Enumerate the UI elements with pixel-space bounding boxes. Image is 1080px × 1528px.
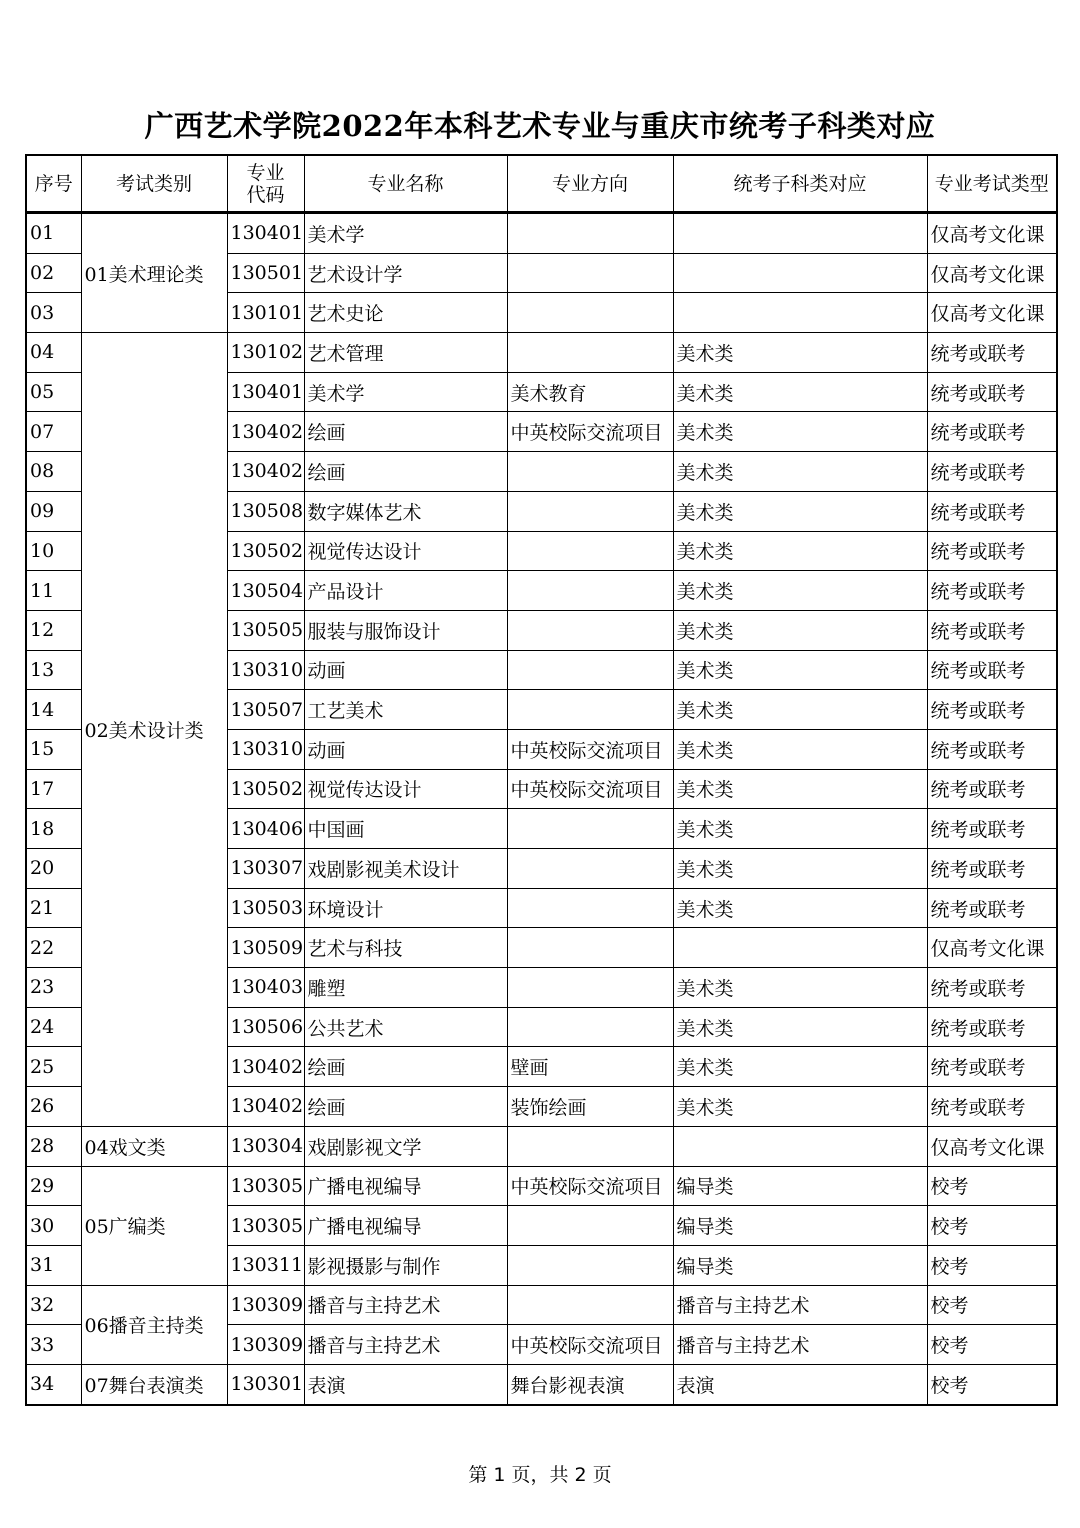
- cell-type: 校考: [927, 1166, 1057, 1206]
- cell-category: 06播音主持类: [81, 1285, 227, 1364]
- cell-subject: 美术类: [673, 1047, 927, 1087]
- cell-seq: 20: [26, 849, 81, 889]
- cell-type: 统考或联考: [927, 729, 1057, 769]
- cell-type: 仅高考文化课: [927, 1126, 1057, 1166]
- cell-name: 动画: [304, 650, 507, 690]
- cell-direction: [507, 928, 673, 968]
- cell-seq: 31: [26, 1245, 81, 1285]
- cell-name: 广播电视编导: [304, 1206, 507, 1246]
- cell-name: 美术学: [304, 213, 507, 254]
- cell-code: 130304: [227, 1126, 304, 1166]
- cell-code: 130307: [227, 849, 304, 889]
- cell-type: 校考: [927, 1364, 1057, 1404]
- cell-subject: [673, 253, 927, 293]
- cell-type: 校考: [927, 1206, 1057, 1246]
- cell-code: 130403: [227, 968, 304, 1008]
- cell-seq: 32: [26, 1285, 81, 1325]
- cell-direction: [507, 253, 673, 293]
- cell-code: 130509: [227, 928, 304, 968]
- cell-direction: [507, 1285, 673, 1325]
- cell-subject: 美术类: [673, 333, 927, 373]
- cell-direction: [507, 809, 673, 849]
- cell-code: 130501: [227, 253, 304, 293]
- cell-type: 校考: [927, 1245, 1057, 1285]
- cell-seq: 26: [26, 1087, 81, 1127]
- cell-type: 仅高考文化课: [927, 213, 1057, 254]
- cell-name: 动画: [304, 729, 507, 769]
- cell-code: 130310: [227, 650, 304, 690]
- cell-code: 130301: [227, 1364, 304, 1404]
- cell-type: 统考或联考: [927, 690, 1057, 730]
- cell-code: 130402: [227, 452, 304, 492]
- cell-subject: 美术类: [673, 650, 927, 690]
- cell-direction: 中英校际交流项目: [507, 1166, 673, 1206]
- cell-subject: 美术类: [673, 809, 927, 849]
- cell-code: 130311: [227, 1245, 304, 1285]
- cell-type: 统考或联考: [927, 333, 1057, 373]
- cell-type: 统考或联考: [927, 1007, 1057, 1047]
- cell-seq: 21: [26, 888, 81, 928]
- cell-seq: 33: [26, 1325, 81, 1365]
- cell-seq: 29: [26, 1166, 81, 1206]
- cell-subject: 美术类: [673, 571, 927, 611]
- cell-name: 艺术与科技: [304, 928, 507, 968]
- cell-type: 统考或联考: [927, 571, 1057, 611]
- major-table: [25, 154, 1058, 1406]
- header-subject: 统考子科类对应: [673, 155, 927, 213]
- cell-direction: [507, 690, 673, 730]
- cell-subject: 播音与主持艺术: [673, 1285, 927, 1325]
- cell-subject: 美术类: [673, 888, 927, 928]
- cell-seq: 11: [26, 571, 81, 611]
- header-direction: 专业方向: [507, 155, 673, 213]
- cell-subject: 美术类: [673, 610, 927, 650]
- cell-code: 130402: [227, 412, 304, 452]
- cell-subject: 播音与主持艺术: [673, 1325, 927, 1365]
- cell-code: 130508: [227, 491, 304, 531]
- cell-subject: 美术类: [673, 1007, 927, 1047]
- cell-direction: [507, 1245, 673, 1285]
- cell-code: 130305: [227, 1206, 304, 1246]
- cell-direction: [507, 650, 673, 690]
- cell-code: 130504: [227, 571, 304, 611]
- table-row: [26, 1364, 1057, 1404]
- cell-direction: [507, 968, 673, 1008]
- cell-seq: 30: [26, 1206, 81, 1246]
- cell-code: 130309: [227, 1285, 304, 1325]
- cell-name: 艺术设计学: [304, 253, 507, 293]
- page-footer: 第 1 页，共 2 页: [468, 1464, 612, 1486]
- cell-subject: 美术类: [673, 690, 927, 730]
- cell-name: 戏剧影视文学: [304, 1126, 507, 1166]
- cell-seq: 28: [26, 1126, 81, 1166]
- cell-name: 工艺美术: [304, 690, 507, 730]
- table-row: [26, 333, 1057, 373]
- cell-code: 130310: [227, 729, 304, 769]
- header-name: 专业名称: [304, 155, 507, 213]
- cell-code: 130305: [227, 1166, 304, 1206]
- cell-type: 统考或联考: [927, 452, 1057, 492]
- cell-direction: [507, 333, 673, 373]
- cell-name: 中国画: [304, 809, 507, 849]
- cell-direction: [507, 1206, 673, 1246]
- cell-seq: 18: [26, 809, 81, 849]
- cell-type: 统考或联考: [927, 849, 1057, 889]
- cell-direction: 装饰绘画: [507, 1087, 673, 1127]
- cell-direction: [507, 213, 673, 254]
- cell-name: 视觉传达设计: [304, 769, 507, 809]
- cell-name: 影视摄影与制作: [304, 1245, 507, 1285]
- cell-name: 戏剧影视美术设计: [304, 849, 507, 889]
- cell-code: 130402: [227, 1087, 304, 1127]
- table-row: [26, 1285, 1057, 1325]
- header-category: 考试类别: [81, 155, 227, 213]
- header-seq: 序号: [26, 155, 81, 213]
- cell-type: 统考或联考: [927, 372, 1057, 412]
- cell-subject: 编导类: [673, 1206, 927, 1246]
- cell-name: 雕塑: [304, 968, 507, 1008]
- cell-name: 广播电视编导: [304, 1166, 507, 1206]
- cell-type: 统考或联考: [927, 1087, 1057, 1127]
- cell-code: 130507: [227, 690, 304, 730]
- cell-name: 环境设计: [304, 888, 507, 928]
- cell-name: 视觉传达设计: [304, 531, 507, 571]
- cell-name: 表演: [304, 1364, 507, 1404]
- cell-seq: 03: [26, 293, 81, 333]
- cell-seq: 14: [26, 690, 81, 730]
- cell-direction: [507, 491, 673, 531]
- cell-name: 艺术史论: [304, 293, 507, 333]
- cell-seq: 05: [26, 372, 81, 412]
- cell-seq: 15: [26, 729, 81, 769]
- cell-category: 02美术设计类: [81, 333, 227, 1127]
- cell-code: 130406: [227, 809, 304, 849]
- cell-direction: 中英校际交流项目: [507, 412, 673, 452]
- cell-name: 数字媒体艺术: [304, 491, 507, 531]
- cell-direction: [507, 571, 673, 611]
- table-row: [26, 1166, 1057, 1206]
- cell-direction: 美术教育: [507, 372, 673, 412]
- cell-direction: [507, 1007, 673, 1047]
- cell-subject: 表演: [673, 1364, 927, 1404]
- cell-name: 绘画: [304, 1047, 507, 1087]
- cell-type: 仅高考文化课: [927, 293, 1057, 333]
- table-body: [26, 213, 1057, 1405]
- header-code: 专业 代码: [227, 155, 304, 213]
- cell-direction: [507, 610, 673, 650]
- cell-subject: 美术类: [673, 452, 927, 492]
- cell-name: 美术学: [304, 372, 507, 412]
- cell-code: 130502: [227, 531, 304, 571]
- cell-type: 统考或联考: [927, 968, 1057, 1008]
- cell-type: 统考或联考: [927, 809, 1057, 849]
- cell-subject: 编导类: [673, 1245, 927, 1285]
- cell-direction: [507, 849, 673, 889]
- cell-category: 04戏文类: [81, 1126, 227, 1166]
- cell-subject: 美术类: [673, 729, 927, 769]
- cell-name: 播音与主持艺术: [304, 1325, 507, 1365]
- cell-type: 校考: [927, 1325, 1057, 1365]
- cell-direction: 中英校际交流项目: [507, 769, 673, 809]
- cell-type: 仅高考文化课: [927, 928, 1057, 968]
- cell-seq: 01: [26, 213, 81, 254]
- cell-type: 统考或联考: [927, 650, 1057, 690]
- cell-direction: [507, 1126, 673, 1166]
- cell-seq: 13: [26, 650, 81, 690]
- cell-direction: [507, 531, 673, 571]
- cell-seq: 07: [26, 412, 81, 452]
- cell-type: 统考或联考: [927, 888, 1057, 928]
- cell-name: 绘画: [304, 412, 507, 452]
- cell-subject: 美术类: [673, 769, 927, 809]
- cell-subject: 美术类: [673, 372, 927, 412]
- cell-category: 01美术理论类: [81, 213, 227, 333]
- cell-seq: 10: [26, 531, 81, 571]
- cell-code: 130401: [227, 372, 304, 412]
- cell-type: 统考或联考: [927, 1047, 1057, 1087]
- cell-seq: 23: [26, 968, 81, 1008]
- cell-direction: 中英校际交流项目: [507, 1325, 673, 1365]
- cell-subject: 美术类: [673, 412, 927, 452]
- cell-direction: 舞台影视表演: [507, 1364, 673, 1404]
- cell-code: 130102: [227, 333, 304, 373]
- cell-seq: 17: [26, 769, 81, 809]
- cell-subject: 编导类: [673, 1166, 927, 1206]
- cell-name: 绘画: [304, 1087, 507, 1127]
- cell-code: 130505: [227, 610, 304, 650]
- cell-direction: [507, 452, 673, 492]
- cell-category: 05广编类: [81, 1166, 227, 1285]
- cell-seq: 22: [26, 928, 81, 968]
- cell-subject: 美术类: [673, 849, 927, 889]
- cell-category: 07舞台表演类: [81, 1364, 227, 1404]
- cell-seq: 04: [26, 333, 81, 373]
- cell-subject: 美术类: [673, 1087, 927, 1127]
- cell-code: 130309: [227, 1325, 304, 1365]
- cell-code: 130502: [227, 769, 304, 809]
- cell-code: 130506: [227, 1007, 304, 1047]
- cell-name: 艺术管理: [304, 333, 507, 373]
- cell-seq: 25: [26, 1047, 81, 1087]
- cell-code: 130402: [227, 1047, 304, 1087]
- cell-subject: [673, 213, 927, 254]
- cell-type: 统考或联考: [927, 531, 1057, 571]
- cell-code: 130101: [227, 293, 304, 333]
- cell-seq: 24: [26, 1007, 81, 1047]
- cell-type: 统考或联考: [927, 412, 1057, 452]
- cell-subject: [673, 928, 927, 968]
- cell-type: 统考或联考: [927, 769, 1057, 809]
- table-row: [26, 213, 1057, 254]
- cell-direction: [507, 888, 673, 928]
- cell-seq: 09: [26, 491, 81, 531]
- cell-type: 校考: [927, 1285, 1057, 1325]
- cell-name: 公共艺术: [304, 1007, 507, 1047]
- cell-seq: 02: [26, 253, 81, 293]
- cell-name: 绘画: [304, 452, 507, 492]
- page-title: 广西艺术学院2022年本科艺术专业与重庆市统考子科类对应: [144, 109, 936, 143]
- cell-subject: [673, 293, 927, 333]
- cell-direction: 中英校际交流项目: [507, 729, 673, 769]
- cell-type: 统考或联考: [927, 610, 1057, 650]
- cell-seq: 08: [26, 452, 81, 492]
- cell-direction: [507, 293, 673, 333]
- table-row: [26, 1126, 1057, 1166]
- cell-name: 产品设计: [304, 571, 507, 611]
- cell-direction: 壁画: [507, 1047, 673, 1087]
- cell-type: 仅高考文化课: [927, 253, 1057, 293]
- cell-name: 播音与主持艺术: [304, 1285, 507, 1325]
- cell-seq: 34: [26, 1364, 81, 1404]
- cell-subject: 美术类: [673, 491, 927, 531]
- cell-subject: 美术类: [673, 531, 927, 571]
- cell-seq: 12: [26, 610, 81, 650]
- cell-subject: [673, 1126, 927, 1166]
- cell-code: 130401: [227, 213, 304, 254]
- header-type: 专业考试类型: [927, 155, 1057, 213]
- cell-name: 服装与服饰设计: [304, 610, 507, 650]
- cell-subject: 美术类: [673, 968, 927, 1008]
- cell-code: 130503: [227, 888, 304, 928]
- table-header-row: [26, 155, 1057, 213]
- cell-type: 统考或联考: [927, 491, 1057, 531]
